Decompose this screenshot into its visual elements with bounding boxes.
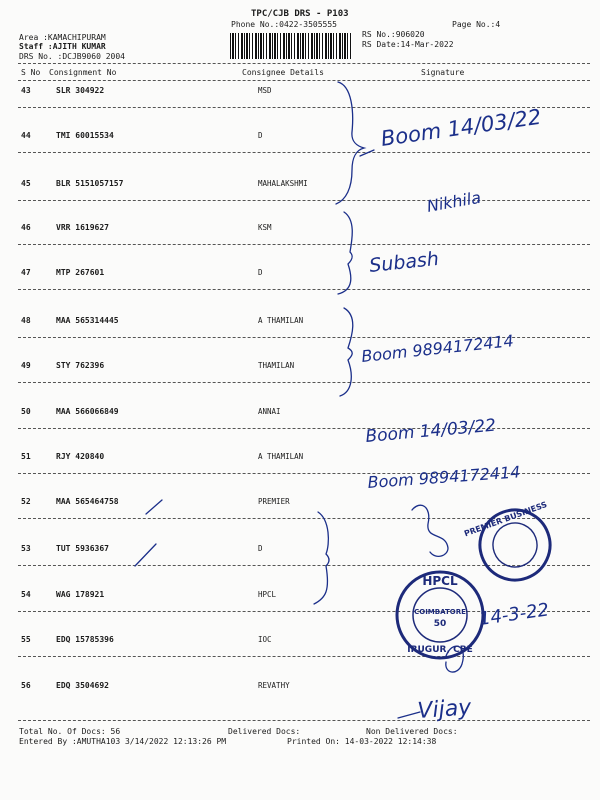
- row-sno: 45: [21, 179, 31, 188]
- page-number: Page No.:4: [452, 20, 501, 29]
- stamp-premier-text: PREMIER BUSINESS: [462, 499, 549, 539]
- row-consignment: RJY 420840: [56, 452, 105, 461]
- row-consignment: MAA 565464758: [56, 497, 119, 506]
- tick-mark: [146, 500, 162, 514]
- row-consignment: MTP 267601: [56, 268, 105, 277]
- stamp-hpcl-num: 50: [433, 619, 447, 629]
- stamp-hpcl-top: HPCL: [422, 574, 458, 588]
- signature-row-44: Boom 14/03/22: [379, 104, 543, 151]
- row-consignee: THAMILAN: [258, 361, 295, 370]
- signature-scribble: [412, 505, 448, 556]
- tick-mark: [135, 544, 156, 566]
- row-consignment: MAA 565314445: [56, 316, 119, 325]
- col-sno: S No: [21, 68, 41, 77]
- row-consignment: EDQ 15785396: [56, 635, 114, 644]
- row-consignee: KSM: [258, 223, 272, 232]
- col-signature: Signature: [421, 68, 465, 77]
- signature-row-50: Boom 14/03/22: [364, 415, 497, 447]
- row-consignee: D: [258, 544, 263, 553]
- signature-row-48: Boom 9894172414: [360, 331, 515, 366]
- staff-label: Staff :AJITH KUMAR: [19, 42, 106, 51]
- row-consignment: WAG 178921: [56, 590, 105, 599]
- row-consignee: D: [258, 131, 263, 140]
- row-consignee: REVATHY: [258, 681, 290, 690]
- date-row-54: 14-3-22: [477, 599, 551, 630]
- row-sno: 47: [21, 268, 31, 277]
- row-sno: 56: [21, 681, 31, 690]
- row-sno: 46: [21, 223, 31, 232]
- row-sno: 54: [21, 590, 31, 599]
- row-consignment: MAA 566066849: [56, 407, 119, 416]
- row-sno: 55: [21, 635, 31, 644]
- delivered-docs: Delivered Docs:: [228, 727, 301, 736]
- row-consignee: MAHALAKSHMI: [258, 179, 308, 188]
- rs-number: RS No.:906020: [362, 30, 425, 39]
- row-consignment: STY 762396: [56, 361, 105, 370]
- signature-row-51: Boom 9894172414: [366, 462, 521, 492]
- printed-on: Printed On: 14-03-2022 12:14:38: [287, 737, 437, 746]
- row-sno: 53: [21, 544, 31, 553]
- row-consignee: HPCL: [258, 590, 277, 599]
- brace-mark: [336, 82, 364, 204]
- row-consignment: BLR 5151057157: [56, 179, 124, 188]
- brace-mark: [338, 212, 352, 294]
- row-consignee: D: [258, 268, 263, 277]
- row-consignment: SLR 304922: [56, 86, 105, 95]
- signature-row-47: Subash: [368, 247, 440, 277]
- phone-number: Phone No.:0422-3505555: [231, 20, 337, 29]
- stamp-hpcl-bottom: IRUGUR, CBE: [407, 645, 473, 655]
- row-consignee: PREMIER: [258, 497, 290, 506]
- row-sno: 48: [21, 316, 31, 325]
- total-docs: Total No. Of Docs: 56: [19, 727, 121, 736]
- row-consignment: EDQ 3504692: [56, 681, 109, 690]
- sheet-title: TPC/CJB DRS - P103: [251, 9, 349, 19]
- row-consignment: TMI 60015534: [56, 131, 114, 140]
- premier-stamp: [462, 497, 568, 593]
- row-sno: 50: [21, 407, 31, 416]
- stamp-hpcl-mid: COIMBATORE: [414, 608, 466, 616]
- signature-row-56: Vijay: [416, 695, 473, 724]
- row-sno: 43: [21, 86, 31, 95]
- row-consignee: MSD: [258, 86, 272, 95]
- brace-mark: [340, 308, 353, 396]
- row-consignee: A THAMILAN: [258, 316, 304, 325]
- drs-number: DRS No. :DCJB9060 2004: [19, 52, 125, 61]
- brace-mark: [314, 512, 329, 604]
- row-consignee: IOC: [258, 635, 272, 644]
- row-sno: 51: [21, 452, 31, 461]
- col-consignee: Consignee Details: [242, 68, 324, 77]
- row-sno: 44: [21, 131, 31, 140]
- row-consignee: ANNAI: [258, 407, 281, 416]
- signature-row-45: Nikhila: [425, 187, 483, 216]
- entered-by: Entered By :AMUTHA103 3/14/2022 12:13:26 PM: [19, 737, 227, 746]
- col-consignment: Consignment No: [49, 68, 117, 77]
- row-sno: 49: [21, 361, 31, 370]
- rs-date: RS Date:14-Mar-2022: [362, 40, 454, 49]
- hpcl-stamp: [397, 572, 483, 658]
- non-delivered-docs: Non Delivered Docs:: [366, 727, 458, 736]
- area-label: Area :KAMACHIPURAM: [19, 33, 106, 42]
- row-consignee: A THAMILAN: [258, 452, 304, 461]
- row-consignment: TUT 5936367: [56, 544, 109, 553]
- row-sno: 52: [21, 497, 31, 506]
- row-consignment: VRR 1619627: [56, 223, 109, 232]
- tick-mark: [360, 150, 374, 156]
